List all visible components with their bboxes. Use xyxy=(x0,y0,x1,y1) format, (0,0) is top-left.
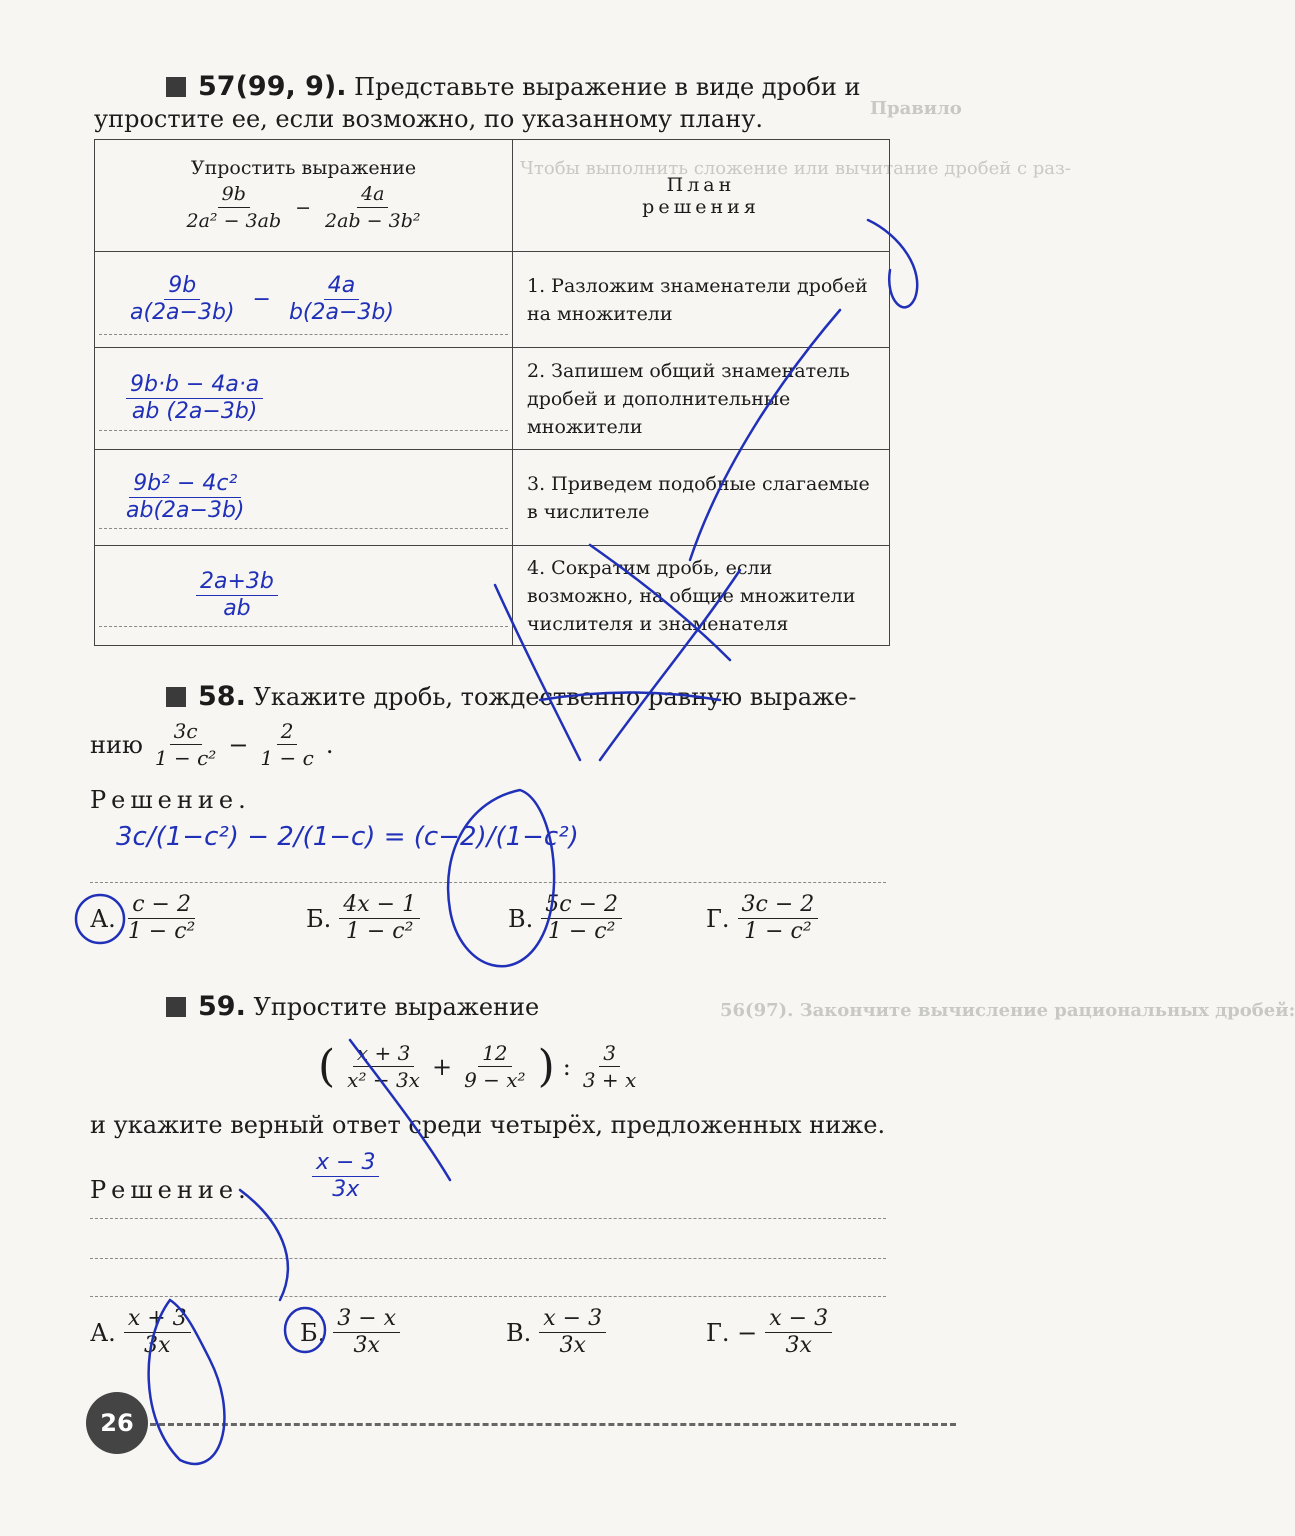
pen-stroke xyxy=(350,1040,450,1180)
task58-expression: нию $\frac{3c}{\text{1 − c²}}$ − $\frac{2}{1 - c}$ . xyxy=(90,719,334,770)
pen-stroke xyxy=(590,545,730,660)
task58-solution-label: Решение. xyxy=(90,786,251,814)
answer-circle xyxy=(76,895,124,943)
pen-stroke xyxy=(448,790,554,966)
bleed-through-text: Правило xyxy=(870,98,962,119)
work-cell-1: $\frac{9b}{a(2a-3b)}$ − $\frac{4a}{b(2a-3b)}$ xyxy=(95,252,513,348)
bleed-through-text: 56(97). Закончите вычисление рациональных дробей: xyxy=(720,1000,1295,1021)
plan-step-2: 2. Запишем общий знаменатель дробей и дополнительные множители xyxy=(513,348,890,450)
task57-text-line1: Представьте выражение в виде дроби и xyxy=(354,73,861,101)
task58-option-a[interactable]: А. $\frac{c - 2}{\text{1 − c²}}$ xyxy=(90,892,196,944)
expr-fraction: $\frac{9b}{\text{2a² − 3ab}}$ xyxy=(186,183,282,232)
task59-option-b[interactable]: Б. $\frac{3 - x}{3x}$ xyxy=(300,1306,400,1359)
task59-option-d[interactable]: Г. − $\frac{x - 3}{3x}$ xyxy=(706,1306,832,1359)
pen-stroke xyxy=(240,1190,288,1300)
task57-text-line2: упростите ее, если возможно, по указанному плану. xyxy=(94,105,763,133)
header-left-title: Упростить выражение xyxy=(190,157,417,179)
task59-handwritten-solution: $\frac{x - 3}{3x}$ xyxy=(312,1150,379,1203)
bleed-through-text: Чтобы выполнить сложение или вычитание дробей с раз- xyxy=(520,158,1071,179)
table-header-plan: План решения xyxy=(513,140,890,252)
work-cell-4: $\frac{2a+3b}{ab}$ xyxy=(95,546,513,646)
task59-option-c[interactable]: В. $\frac{x - 3}{3x}$ xyxy=(506,1306,606,1359)
pen-stroke xyxy=(495,585,580,760)
task59-text2: и укажите верный ответ среди четырёх, предложенных ниже. xyxy=(90,1111,886,1139)
pen-stroke xyxy=(149,1300,225,1464)
expr-fraction: $\frac{2}{1 - c}$ xyxy=(260,719,314,770)
task59-option-a[interactable]: А. $\frac{x + 3}{3x}$ xyxy=(90,1306,191,1359)
plan-step-1: 1. Разложим знаменатели дробей на множители xyxy=(513,252,890,348)
task58-option-d[interactable]: Г. $\frac{3c - 2}{\text{1 − c²}}$ xyxy=(706,892,818,945)
task59-number: 59. xyxy=(198,991,246,1022)
work-cell-2: $\frac{9b\cdot b - 4a\cdot a}{ab (2a-3b)}$ xyxy=(95,348,513,450)
task58-option-c[interactable]: В. $\frac{5c - 2}{\text{1 − c²}}$ xyxy=(508,892,622,945)
task59-text: Упростите выражение xyxy=(253,993,540,1021)
task58-text-line1: Укажите дробь, тождественно равную выраже- xyxy=(253,683,857,711)
task59-expression: ( $\frac{x + 3}{\text{x² − 3x}}$ + $\frac{12}{\text{9 − x²}}$ ) : $\frac{3}{3 + x}$ xyxy=(318,1040,637,1092)
pen-stroke xyxy=(690,310,840,560)
answer-circle xyxy=(285,1308,325,1352)
task58-option-b[interactable]: Б. $\frac{4x - 1}{\text{1 − c²}}$ xyxy=(306,892,420,945)
pen-stroke xyxy=(540,693,720,701)
work-cell-3: $\frac{\text{9b² − 4c²}}{ab(2a-3b)}$ xyxy=(95,450,513,546)
pen-stroke xyxy=(600,570,740,760)
plan-step-3: 3. Приведем подобные слагаемые в числителе xyxy=(513,450,890,546)
expr-fraction: $\frac{4a}{\text{2ab − 3b²}}$ xyxy=(325,183,421,232)
task58-handwritten-solution: 3c/(1−c²) − 2/(1−c) = (c−2)/(1−c²) xyxy=(116,822,579,852)
page-number: 26 xyxy=(86,1392,148,1454)
task59-solution-label: Решение. xyxy=(90,1176,251,1204)
task58-number: 58. xyxy=(198,681,246,712)
pen-stroke xyxy=(868,220,917,307)
minus-sign: − xyxy=(295,196,312,219)
plan-step-4: 4. Сократим дробь, если возможно, на общие множители числителя и знаменателя xyxy=(513,546,890,646)
expr-fraction: $\frac{3c}{\text{1 − c²}}$ xyxy=(154,719,217,770)
task57-number: 57(99, 9). xyxy=(198,71,347,102)
